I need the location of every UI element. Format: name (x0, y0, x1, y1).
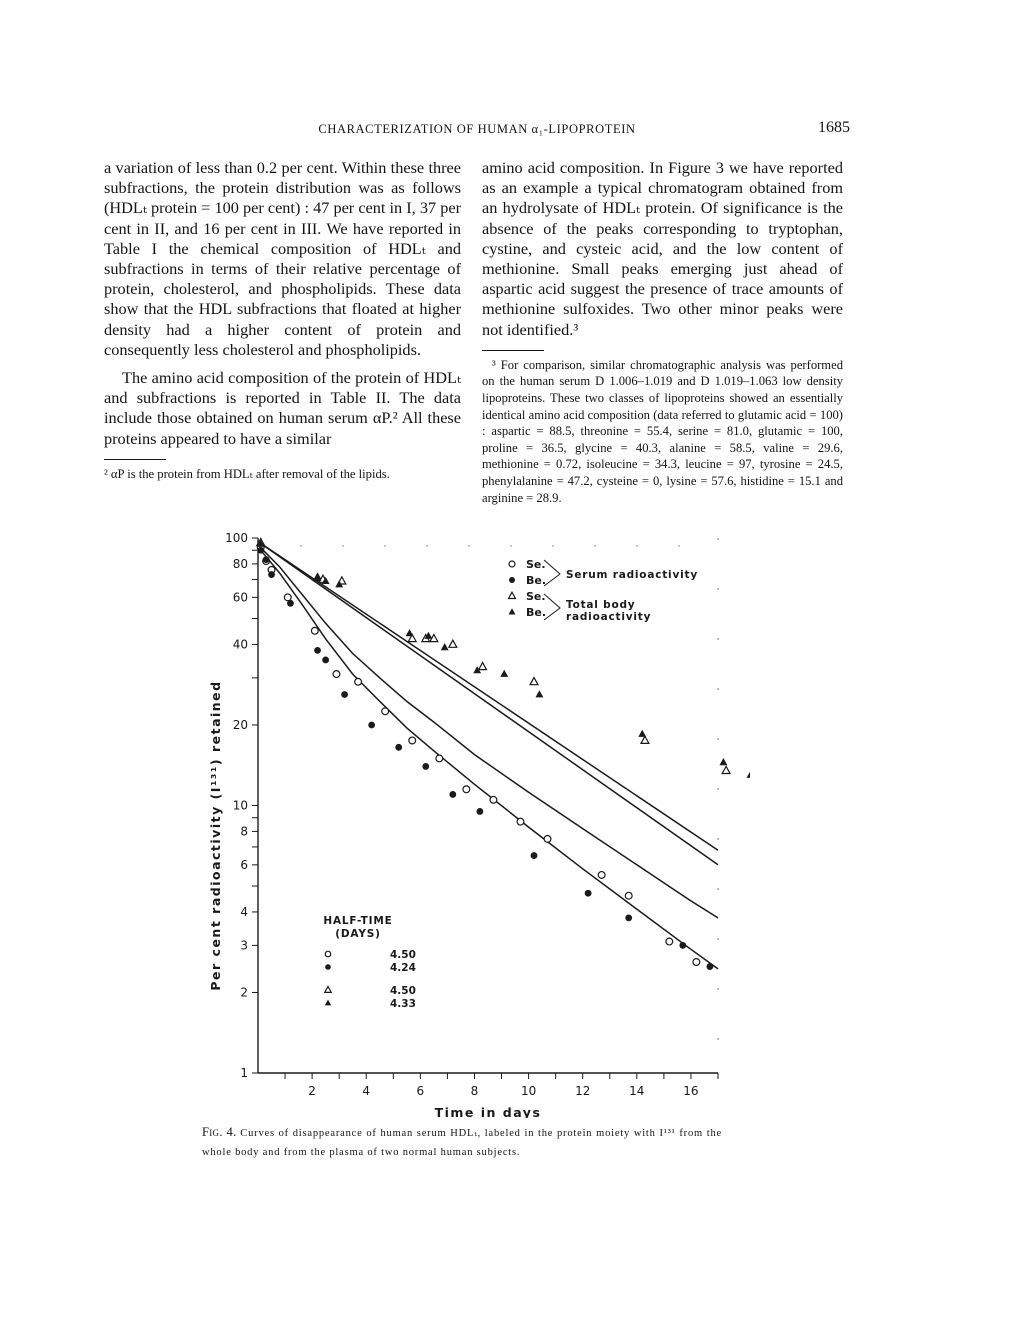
y-tick-label: 20 (232, 717, 248, 732)
left-paragraph-2: The amino acid composition of the protein of HDLₜ and subfractions is reported in Table II. The data include those obtained on human serum αP.² All these proteins appeared to have a similar (104, 368, 461, 448)
data-point-open-triangle (449, 640, 457, 647)
half-time-subtitle: (DAYS) (335, 928, 381, 940)
data-point-filled-circle (395, 744, 402, 751)
fit-line (258, 542, 718, 851)
x-tick-label: 16 (683, 1084, 699, 1098)
chart-svg (190, 528, 750, 1118)
data-point-filled-circle (287, 600, 294, 607)
y-tick-label: 10 (232, 798, 248, 813)
data-point-open-triangle (722, 766, 730, 773)
data-point-filled-circle (625, 915, 632, 922)
x-tick-label: 8 (470, 1084, 479, 1098)
data-point-open-circle (333, 671, 340, 678)
x-tick-label: 6 (416, 1084, 425, 1098)
data-point-filled-circle (314, 647, 321, 654)
half-time-value: 4.24 (390, 962, 416, 974)
data-point-filled-circle (585, 890, 592, 897)
figure-label: Fig. 4. (202, 1125, 237, 1139)
legend-entry-label: Se. (526, 590, 546, 603)
data-point-filled-triangle (500, 670, 508, 677)
legend-entry-label: Be. (526, 574, 547, 587)
figure-caption (202, 1124, 722, 1161)
data-point-open-triangle (479, 663, 487, 670)
y-tick-label: 80 (232, 556, 248, 571)
left-column (104, 158, 461, 482)
data-point-open-triangle (530, 678, 538, 685)
data-point-open-circle (517, 818, 524, 825)
data-point-open-circle (409, 737, 416, 744)
data-point-open-circle (693, 959, 700, 966)
data-point-filled-triangle (747, 771, 750, 778)
footnote-2: ² αP is the protein from HDLₜ after removal of the lipids. (104, 466, 390, 481)
figure-caption-text: Curves of disappearance of human serum HDLₜ, labeled in the protein moiety with I¹³¹ from the whole body and from the plasma of two normal human subjects. (202, 1128, 722, 1158)
data-point-open-circle (490, 796, 497, 803)
data-point-open-circle (625, 892, 632, 899)
data-point-open-circle (382, 708, 389, 715)
half-time-marker-filled-triangle (325, 999, 331, 1005)
x-tick-label: 2 (308, 1084, 316, 1098)
data-point-open-circle (544, 836, 551, 843)
x-tick-label: 10 (520, 1084, 537, 1098)
data-point-open-circle (284, 594, 291, 601)
data-point-open-circle (598, 872, 605, 879)
legend-brace-serum (544, 560, 560, 586)
data-point-filled-circle (341, 691, 348, 698)
data-point-filled-circle (268, 571, 275, 578)
legend-marker-open-triangle (509, 592, 516, 598)
data-point-filled-circle (422, 763, 429, 770)
legend-group-body: Total body (566, 599, 636, 611)
data-point-filled-triangle (406, 629, 414, 636)
footnote-rule (104, 459, 166, 460)
running-title: CHARACTERIZATION OF HUMAN α₁-LIPOPROTEIN (318, 122, 636, 136)
y-tick-label: 8 (240, 824, 248, 839)
footnote-rule (482, 350, 544, 351)
y-tick-label: 2 (240, 985, 248, 1000)
data-point-open-circle (311, 627, 318, 634)
right-paragraph-1: amino acid composition. In Figure 3 we have reported as an example a typical chromatogram obtained from an hydrolysate of HDLₜ protein. Of significance is the absence of the peaks corresponding to tryptophan, cystine, and cysteic acid, and the low content of methionine. Small peaks emerging just ahead of aspartic acid suggest the presence of trace amounts of methionine sulfoxides. Two other minor peaks were not identified.³ (482, 158, 843, 339)
legend-marker-filled-triangle (509, 608, 516, 614)
data-point-open-circle (463, 786, 470, 793)
data-point-open-triangle (641, 736, 649, 743)
data-point-filled-circle (679, 942, 686, 949)
legend-group-body: radioactivity (566, 611, 652, 623)
y-tick-label: 4 (240, 904, 248, 919)
half-time-marker-open-circle (325, 951, 331, 957)
legend-marker-open-circle (509, 561, 515, 567)
fit-line (258, 542, 718, 865)
x-tick-label: 4 (362, 1084, 371, 1098)
data-point-filled-circle (449, 791, 456, 798)
x-axis-label: Time in days (434, 1105, 542, 1118)
data-point-filled-circle (322, 657, 329, 664)
legend-entry-label: Se. (526, 558, 546, 571)
half-time-value: 4.50 (390, 949, 416, 961)
half-time-title: HALF-TIME (323, 915, 393, 927)
y-axis-label: Per cent radioactivity (I¹³¹) retained (208, 680, 223, 991)
data-point-open-circle (436, 755, 443, 762)
data-point-filled-circle (257, 547, 264, 554)
data-point-filled-circle (706, 963, 713, 970)
x-tick-label: 14 (629, 1084, 645, 1098)
data-point-filled-triangle (638, 730, 646, 737)
legend-entry-label: Be. (526, 606, 547, 619)
data-point-filled-triangle (314, 574, 322, 581)
half-time-marker-filled-circle (325, 964, 331, 970)
y-tick-label: 100 (225, 531, 248, 545)
data-point-filled-triangle (441, 643, 449, 650)
legend-brace-body (544, 594, 560, 620)
data-point-filled-triangle (535, 690, 543, 697)
y-tick-label: 60 (232, 590, 248, 605)
half-time-value: 4.50 (390, 985, 416, 997)
x-tick-label: 12 (575, 1084, 591, 1098)
y-tick-label: 1 (240, 1066, 248, 1080)
page-number: 1685 (818, 119, 850, 136)
data-point-filled-circle (368, 722, 375, 729)
data-point-filled-circle (476, 808, 483, 815)
y-tick-label: 3 (240, 938, 248, 953)
figure-4-chart (190, 528, 750, 1118)
data-point-filled-circle (263, 556, 270, 563)
half-time-value: 4.33 (390, 998, 416, 1010)
data-point-filled-triangle (719, 758, 727, 765)
data-point-open-circle (355, 678, 362, 685)
legend-marker-filled-circle (509, 577, 515, 583)
running-header (104, 119, 850, 142)
data-point-open-circle (666, 938, 673, 945)
left-paragraph-1: a variation of less than 0.2 per cent. Within these three subfractions, the protein distribution was as follows (HDLₜ protein = 100 per cent) : 47 per cent in I, 37 per cent in II, and 16 per cent in III. We have reported in Table I the chemical composition of HDLₜ and subfractions in terms of their relative percentage of protein, cholesterol, and phospholipids. These data show that the HDL subfractions that floated at higher density had a higher content of protein and consequently less cholesterol and phospholipids. (104, 158, 461, 359)
right-column (482, 158, 843, 506)
fit-line (261, 548, 718, 918)
y-tick-label: 6 (240, 857, 248, 872)
data-point-filled-circle (531, 852, 538, 859)
y-tick-label: 40 (232, 637, 248, 652)
footnote-3: ³ For comparison, similar chromatographic analysis was performed on the human serum D 1.006–1.019 and D 1.019–1.063 low density lipoproteins. These two classes of lipoproteins showed an essentially identical amino acid composition (data referred to glutamic acid = 100) : aspartic = 88.5, threonine = 55.4, serine = 81.0, glutamic = 100, proline = 36.5, glycine = 40.3, alanine = 58.5, valine = 29.6, methionine = 0.72, isoleucine = 34.3, leucine = 97, tyrosine = 24.5, phenylalanine = 47.2, cysteine = 0, lysine = 57.6, histidine = 15.1 and arginine = 28.9. (482, 357, 843, 505)
legend-group-serum: Serum radioactivity (566, 569, 698, 581)
half-time-marker-open-triangle (325, 986, 331, 992)
